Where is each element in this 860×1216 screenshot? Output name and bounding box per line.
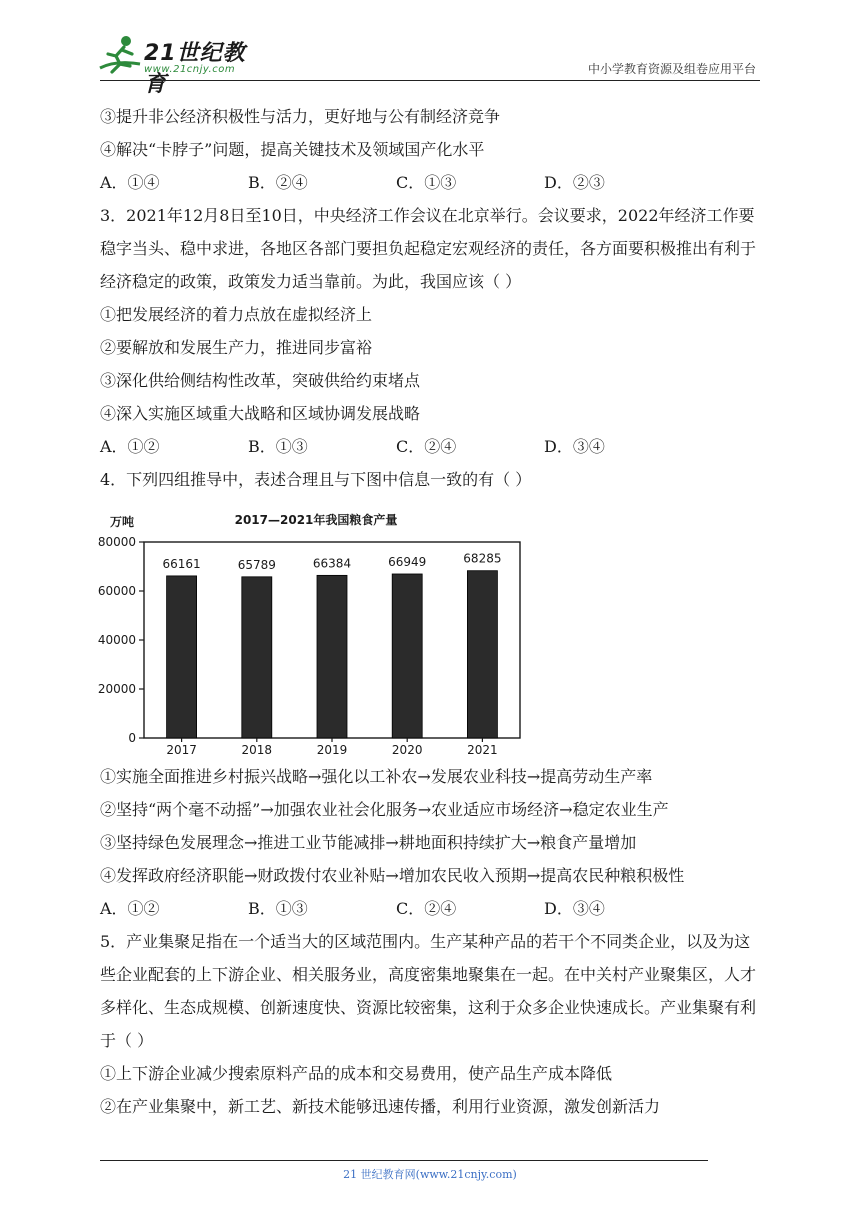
q3-option-4: ④深入实施区域重大战略和区域协调发展战略 — [100, 404, 421, 423]
q2-choices — [100, 166, 760, 199]
q3-choice-a[interactable]: A．①② — [100, 437, 160, 456]
q3-option-3: ③深化供给侧结构性改革，突破供给约束堵点 — [100, 371, 421, 390]
chart-bar-2020 — [392, 574, 422, 738]
q2-choice-b[interactable]: B．②④ — [248, 173, 308, 192]
grain-output-chart — [96, 502, 536, 756]
q2-choice-c[interactable]: C．①③ — [396, 173, 457, 192]
logo-url-text: www.21cnjy.com — [144, 64, 236, 75]
q4-choices — [100, 892, 760, 925]
chart-y-tick-label: 0 — [128, 731, 136, 745]
chart-data-label: 66161 — [162, 556, 201, 571]
q3-choice-b[interactable]: B．①③ — [248, 437, 308, 456]
q3-choices — [100, 430, 760, 463]
chart-data-label: 66384 — [312, 556, 352, 571]
q3-stem: 3．2021年12月8日至10日，中央经济工作会议在北京举行。会议要求，2022年经济工作要稳字当头、稳中求进，各地区各部门要担负起稳定宏观经济的责任，各方面要积极推出有利于经济稳定的政策，政策发力适当靠前。为此，我国应该（ ） — [100, 206, 757, 291]
q4-choice-b[interactable]: B．①③ — [248, 899, 308, 918]
chart-x-tick-label: 2017 — [166, 743, 197, 756]
header-tagline: 中小学教育资源及组卷应用平台 — [587, 62, 756, 76]
q3-option-1: ①把发展经济的着力点放在虚拟经济上 — [100, 305, 373, 324]
runner-logo-icon — [96, 34, 144, 78]
footer-divider — [100, 1160, 708, 1161]
q2-choice-a[interactable]: A．①④ — [100, 173, 160, 192]
chart-bar-2018 — [242, 577, 272, 738]
q4-option-3: ③坚持绿色发展理念→推进工业节能减排→耕地面积持续扩大→粮食产量增加 — [100, 833, 637, 852]
q4-choice-a[interactable]: A．①② — [100, 899, 160, 918]
q2-choice-d[interactable]: D．②③ — [544, 173, 605, 192]
chart-data-label: 68285 — [463, 551, 502, 566]
footer-site-link[interactable]: 21 世纪教育网(www.21cnjy.com) — [343, 1168, 517, 1181]
q4-stem: 4．下列四组推导中，表述合理且与下图中信息一致的有（ ） — [100, 470, 532, 489]
q3-option-2: ②要解放和发展生产力，推进同步富裕 — [100, 338, 373, 357]
q4-choice-c[interactable]: C．②④ — [396, 899, 457, 918]
chart-data-label: 65789 — [237, 557, 276, 572]
chart-y-tick-label: 80000 — [97, 535, 136, 549]
chart-x-tick-label: 2019 — [316, 743, 348, 756]
site-logo — [96, 34, 266, 97]
chart-y-tick-label: 40000 — [97, 633, 136, 647]
logo-brand-text: 21世纪教育 — [144, 41, 246, 97]
header-divider — [100, 80, 760, 81]
chart-y-axis-label: 万吨 — [110, 515, 135, 529]
q5-stem: 5．产业集聚足指在一个适当大的区域范围内。生产某种产品的若干个不同类企业，以及为这些企业配套的上下游企业、相关服务业，高度密集地聚集在一起。在中关村产业聚集区，人才多样化、生态成规模、创新速度快、资源比较密集，这利于众多企业快速成长。产业集聚有利于（ ） — [100, 932, 757, 1050]
chart-y-tick-label: 60000 — [97, 584, 136, 598]
q4-option-4: ④发挥政府经济职能→财政拨付农业补贴→增加农民收入预期→提高农民种粮积极性 — [100, 866, 685, 885]
chart-x-tick-label: 2021 — [467, 743, 498, 756]
chart-bar-2021 — [467, 571, 497, 738]
chart-x-tick-label: 2018 — [241, 743, 273, 756]
q4-option-1: ①实施全面推进乡村振兴战略→强化以工补农→发展农业科技→提高劳动生产率 — [100, 767, 653, 786]
q2-option-3: ③提升非公经济积极性与活力，更好地与公有制经济竞争 — [100, 107, 501, 126]
chart-bar-2017 — [167, 576, 197, 738]
q3-choice-d[interactable]: D．③④ — [544, 437, 605, 456]
bar-chart-svg — [96, 502, 536, 756]
q4-option-2: ②坚持“两个毫不动摇”→加强农业社会化服务→农业适应市场经济→稳定农业生产 — [100, 800, 669, 819]
q5-option-1: ①上下游企业减少搜索原料产品的成本和交易费用，使产品生产成本降低 — [100, 1064, 613, 1083]
chart-y-tick-label: 20000 — [97, 682, 136, 696]
page-header — [0, 0, 860, 97]
q2-option-4: ④解决“卡脖子”问题，提高关键技术及领域国产化水平 — [100, 140, 485, 159]
chart-title: 2017—2021年我国粮食产量 — [234, 513, 398, 527]
q3-choice-c[interactable]: C．②④ — [396, 437, 457, 456]
q5-option-2: ②在产业集聚中，新工艺、新技术能够迅速传播，利用行业资源，激发创新活力 — [100, 1097, 661, 1116]
q4-choice-d[interactable]: D．③④ — [544, 899, 605, 918]
chart-bar-2019 — [317, 575, 347, 738]
chart-x-tick-label: 2020 — [391, 743, 423, 756]
question-content — [97, 100, 760, 1123]
chart-data-label: 66949 — [388, 554, 427, 569]
